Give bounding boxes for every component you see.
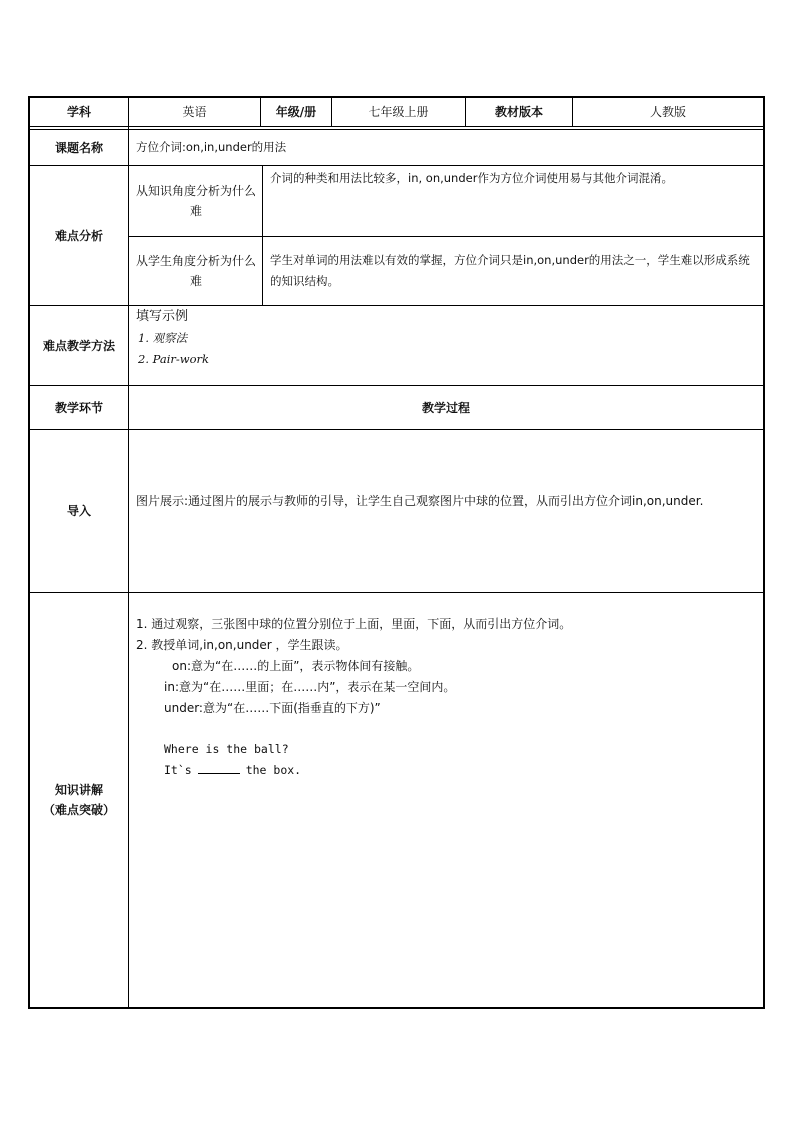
example-question: Where is the ball? [164, 742, 289, 756]
in-definition: in:意为“在……里面；在……内”，表示在某一空间内。 [164, 680, 456, 694]
answer-suffix: the box. [245, 763, 302, 777]
knowledge-label-line2: （难点突破） [42, 803, 115, 817]
edition-label: 教材版本 [494, 105, 543, 119]
method-item-1: 1. 观察法 [138, 331, 188, 345]
grade-label: 年级/册 [275, 105, 317, 119]
grade-value: 七年级上册 [368, 105, 429, 119]
topic-value: 方位介词:on,in,under的用法 [136, 140, 287, 154]
col-divider [262, 165, 263, 306]
table-border-right [763, 96, 765, 1009]
subject-value: 英语 [182, 105, 207, 119]
method-hint: 填写示例 [136, 309, 189, 324]
under-definition: under:意为“在……下面(指垂直的下方)” [164, 701, 381, 715]
knowledge-step-1: 1. 通过观察，三张图中球的位置分别位于上面，里面，下面，从而引出方位介词。 [136, 617, 572, 631]
process-stage-label: 教学环节 [54, 400, 103, 415]
method-label: 难点教学方法 [42, 338, 115, 353]
knowledge-label [30, 593, 128, 1007]
knowledge-angle-label: 从知识角度分析为什么难 [136, 184, 257, 218]
knowledge-angle-text: 介词的种类和用法比较多，in, on,under作为方位介词使用易与其他介词混淆。 [270, 171, 673, 185]
answer-blank [198, 761, 240, 774]
knowledge-label-line1: 知识讲解 [54, 783, 103, 797]
row-divider [28, 592, 765, 593]
on-definition: on:意为“在……的上面”，表示物体间有接触。 [172, 659, 420, 673]
subject-label: 学科 [66, 105, 91, 119]
method-item-2: 2. Pair-work [138, 352, 209, 366]
intro-label: 导入 [66, 504, 91, 518]
topic-label: 课题名称 [54, 140, 103, 155]
example-answer [164, 760, 301, 780]
table-border-bottom [28, 1007, 765, 1009]
answer-prefix: It`s [164, 763, 192, 777]
difficulty-label: 难点分析 [54, 228, 103, 243]
process-title: 教学过程 [421, 400, 470, 415]
col-divider [128, 96, 129, 1009]
intro-text: 图片展示:通过图片的展示与教师的引导，让学生自己观察图片中球的位置，从而引出方位介词in,on,under. [136, 494, 704, 508]
row-divider [28, 126, 765, 127]
edition-value: 人教版 [649, 105, 686, 119]
row-divider [28, 429, 765, 430]
row-divider [28, 305, 765, 306]
knowledge-step-2: 2. 教授单词,in,on,under ，学生跟读。 [136, 638, 348, 652]
student-angle-text: 学生对单词的用法难以有效的掌握，方位介词只是in,on,under的用法之一，学生难以形成系统的知识结构。 [270, 253, 750, 288]
student-angle-label: 从学生角度分析为什么难 [136, 254, 257, 288]
